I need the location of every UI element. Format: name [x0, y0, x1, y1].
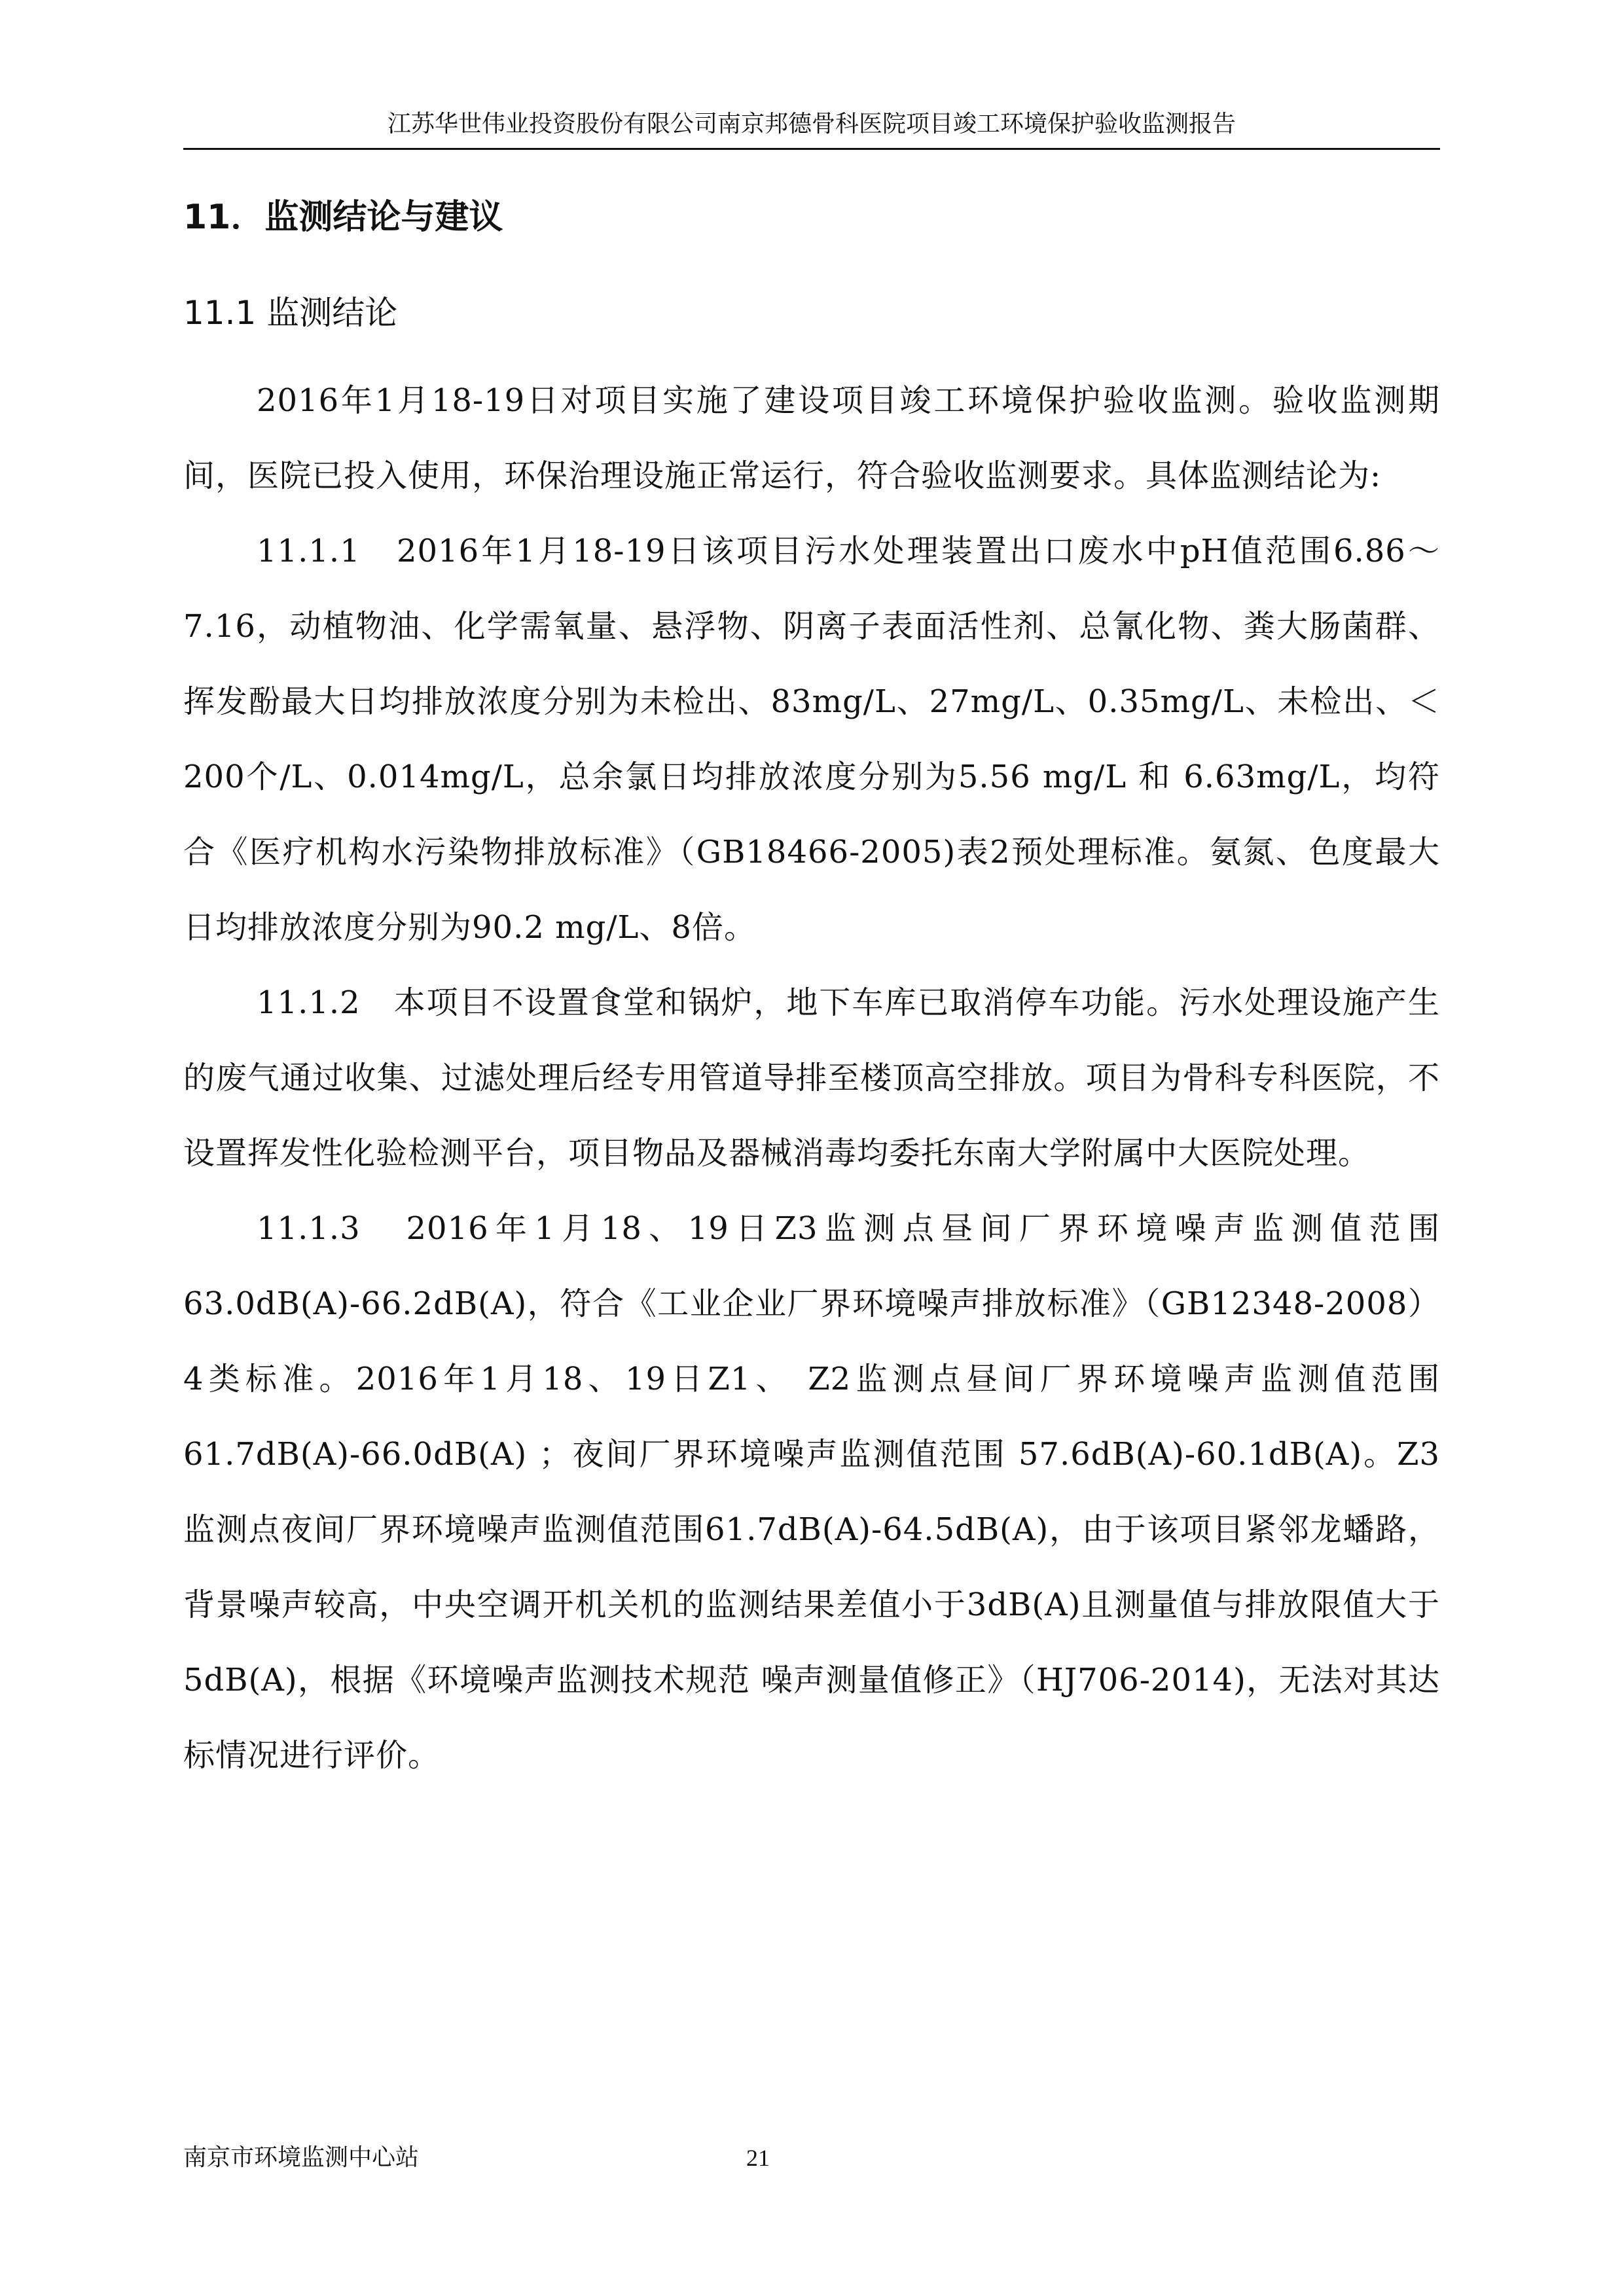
paragraph-noise: 11.1.3 2016年1月18、19日Z3监测点昼间厂界环境噪声监测值范围63.0dB(A)-66.2dB(A)，符合《工业企业厂界环境噪声排放标准》（GB12348-2008）4类标准。2016年1月18、19日Z1、 Z2监测点昼间厂界环境噪声监测值范围61.7dB(A)-66.0dB(A) ；夜间厂界环境噪声监测值范围 57.6dB(A)-60.1dB(A)。Z3 监测点夜间厂界环境噪声监测值范围61.7dB(A)-64.5dB(A)，由于该项目紧邻龙蟠路，背景噪声较高，中央空调开机关机的监测结果差值小于3dB(A)且测量值与排放限值大于5dB(A)，根据《环境噪声监测技术规范 噪声测量值修正》（HJ706-2014)，无法对其达标情况进行评价。: [183, 1210, 1440, 1774]
section-subheading: 11.1 监测结论: [183, 294, 398, 332]
report-header-title: 江苏华世伟业投资股份有限公司南京邦德骨科医院项目竣工环境保护验收监测报告: [387, 111, 1236, 137]
conclusion-body: [183, 363, 1440, 1793]
paragraph-wastewater: 11.1.1 2016年1月18-19日该项目污水处理装置出口废水中pH值范围6.86～7.16，动植物油、化学需氧量、悬浮物、阴离子表面活性剂、总氰化物、粪大肠菌群、挥发酚最大日均排放浓度分别为未检出、83mg/L、27mg/L、0.35mg/L、未检出、＜200个/L、0.014mg/L，总余氯日均排放浓度分别为5.56 mg/L 和 6.63mg/L，均符合《医疗机构水污染物排放标准》（GB18466-2005)表2预处理标准。氨氮、色度最大日均排放浓度分别为90.2 mg/L、8倍。: [183, 533, 1440, 946]
paragraph-intro: 2016年1月18-19日对项目实施了建设项目竣工环境保护验收监测。验收监测期间，医院已投入使用，环保治理设施正常运行，符合验收监测要求。具体监测结论为:: [183, 382, 1440, 494]
page-number: 21: [746, 2145, 770, 2171]
paragraph-exhaust: 11.1.2 本项目不设置食堂和锅炉，地下车库已取消停车功能。污水处理设施产生的废气通过收集、过滤处理后经专用管道导排至楼顶高空排放。项目为骨科专科医院，不设置挥发性化验检测平台，项目物品及器械消毒均委托东南大学附属中大医院处理。: [183, 984, 1440, 1172]
header-divider: [183, 148, 1440, 150]
section-heading: 11．监测结论与建议: [183, 198, 503, 237]
footer-organization: 南京市环境监测中心站: [183, 2144, 420, 2171]
